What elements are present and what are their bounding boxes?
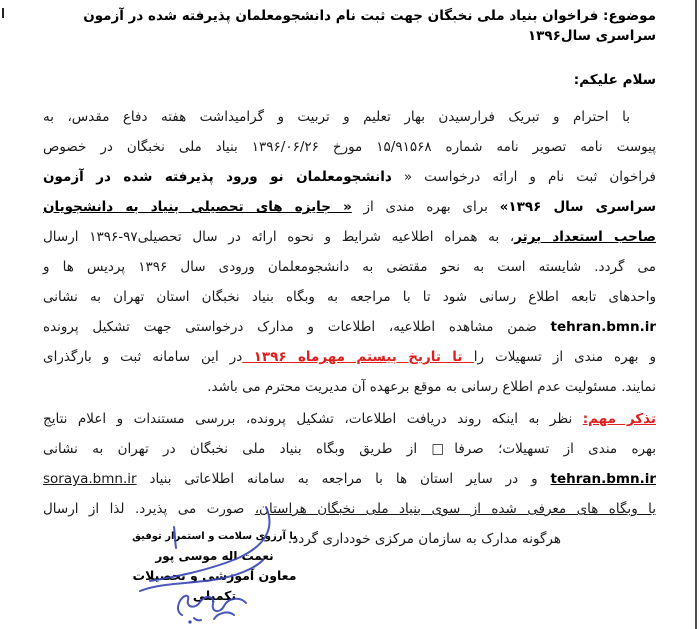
text-line [43,404,656,434]
text-segment: یا وبگاه های معرفی شده از سوی بنیاد ملی نخبگان هراستان، [254,501,656,517]
text-line [43,252,656,282]
text-segment: پیوست نامه تصویر نامه شماره ۱۵/۹۱۵۶۸ مورخ ۱۳۹۶/۰۶/۲۶ بنیاد ملی نخبگان در خصوص [43,139,656,155]
body-paragraph-1 [43,102,656,402]
text-segment: نظر به اینکه روند دریافت اطلاعات، تشکیل پرونده، بررسی مستندات و اعلام نتایج [43,411,583,427]
text-segment: tehran.bmn.ir [550,319,656,335]
text-line [43,312,656,342]
text-segment: سراسری سال ۱۳۹۶» [499,199,656,215]
text-segment: نمایند. مسئولیت عدم اطلاع رسانی به موقع برعهده آن مدیریت محترم می باشد. [207,379,656,395]
text-segment: برای بهره مندی از [351,199,500,215]
text-segment: فراخوان ثبت نام و ارائه درخواست « [391,169,656,185]
text-line [43,192,656,222]
signature-block [112,528,317,606]
text-line [43,494,656,524]
text-segment: بهره مندی از تسهیلات؛ صرفا□ از طریق وبگاه بنیاد ملی نخبگان در تهران به نشانی [43,441,656,457]
text-line [43,102,656,132]
text-segment: با احترام و تبریک فرارسیدن بهار تعلیم و تربیت و گرامیداشت هفته دفاع مقدس، به [43,109,630,125]
red-highlight-text: تا تاریخ بیستم مهرماه ۱۳۹۶ [242,349,474,365]
text-segment: و در سایر استان ها با مراجعه به سامانه اطلاعاتی بنیاد [136,471,551,487]
text-line [43,132,656,162]
text-segment: soraya.bmn.ir [43,471,137,487]
text-segment: واحدهای تابعه اطلاع رسانی شود تا با مراجعه به وبگاه بنیاد نخبگان استان تهران به نشانی [43,289,656,305]
text-line [43,222,656,252]
red-highlight-text: تذکر مهم: [582,411,656,427]
text-line [43,464,656,494]
signatory-title: معاون آموزشی و تحصیلات تکمیلی [132,568,297,603]
text-segment: « جایزه های تحصیلی بنیاد به دانشجویان [43,199,352,215]
text-line [43,162,656,192]
text-segment: tehran.bmn.ir [550,471,656,487]
text-segment: می گردد. شایسته است به نحو مقتضی به دانشجومعلمان ورودی سال ۱۳۹۶ پردیس ها و [43,259,657,275]
signatory-name: نعمت اله موسی پور [155,549,274,563]
page-right-edge [695,0,697,629]
text-line [43,342,656,372]
text-segment: ، به همراه اطلاعیه شرایط و نحوه ارائه در سال تحصیلی۹۷-۱۳۹۶ ارسال [43,229,515,245]
text-line [43,282,656,312]
signature-wish: با آرزوی سلامت و استمرار توفیق [132,531,297,542]
text-segment: و بهره مندی از تسهیلات را [473,349,656,365]
text-segment: ضمن مشاهده اطلاعیه، اطلاعات و مدارک درخواستی جهت تشکیل پرونده [43,319,551,335]
text-segment: دانشجومعلمان نو ورود پذیرفته شده در آزمون [43,169,392,185]
text-segment: صاحب استعداد برتر [514,229,656,245]
subject-line: موضوع: فراخوان بنیاد ملی نخبگان جهت ثبت نام دانشجومعلمان پذیرفته شده در آزمون سراسری سال۱۳۹۶ [83,8,656,44]
text-line [43,434,656,464]
text-segment: در این سامانه ثبت و بارگذرای [43,349,243,365]
salutation: سلام علیکم: [573,72,656,88]
text-line [43,372,656,402]
text-segment: هرگونه مدارک به سازمان مرکزی خودداری گردد. [287,531,561,547]
text-segment: صورت می پذیرد. لذا از ارسال [43,501,255,517]
scan-artifact-mark [2,8,4,18]
